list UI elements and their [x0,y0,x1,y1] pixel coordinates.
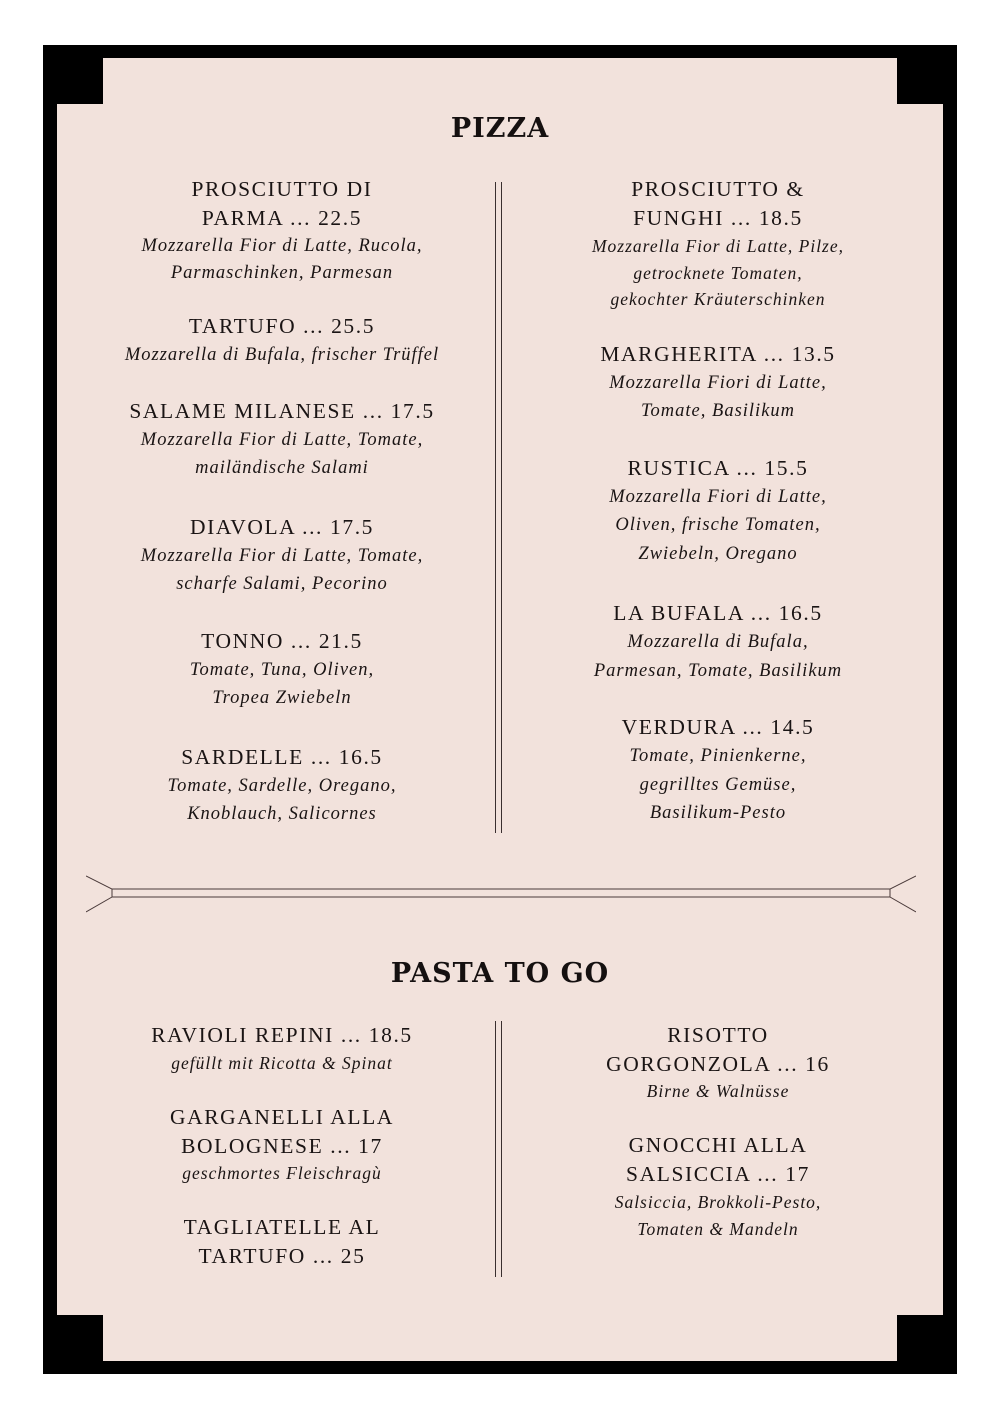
item-description: Birne & Walnüsse [646,1081,790,1101]
item-description: Mozzarella di Bufala, [627,632,809,652]
menu-item-margherita [508,340,928,426]
item-description: Mozzarella Fior di Latte, Tomate, [140,429,424,450]
item-name: TONNO ... 21.5 [201,628,363,653]
item-description: Tomate, Pinienkerne, [629,746,807,766]
menu-item-verdura [508,713,928,828]
item-name: PROSCIUTTO & [631,177,805,201]
menu-item-sardelle [72,743,492,829]
item-description: Tropea Zwiebeln [212,688,352,708]
item-description: Salsiccia, Brokkoli-Pesto, [614,1192,822,1212]
item-description: Tomate, Sardelle, Oregano, [167,775,397,796]
pizza-left-column [72,175,492,829]
menu-item-prosciutto-funghi [508,175,928,313]
item-name: PARMA ... 22.5 [201,206,363,230]
item-description: Tomate, Tuna, Oliven, [189,659,375,680]
item-name: TARTUFO ... 25 [198,1243,366,1268]
item-name: RAVIOLI REPINI ... 18.5 [151,1023,413,1047]
item-description: Mozzarella di Bufala, frischer Trüffel [124,345,440,365]
item-description: Mozzarella Fiori di Latte, [609,372,827,393]
item-description: Mozzarella Fiori di Latte, [609,486,827,507]
menu-item-risotto-gorgonzola [508,1021,928,1103]
pasta-title: PASTA TO GO [390,958,610,989]
item-name: SALAME MILANESE ... 17.5 [129,398,435,423]
item-description: Basilikum-Pesto [649,803,787,823]
item-description: scharfe Salami, Pecorino [176,574,388,594]
menu-item-prosciutto-di-parma [72,175,492,287]
pasta-left-column [72,1021,492,1271]
item-description: Parmesan, Tomate, Basilikum [593,660,843,681]
menu-item-diavola [72,513,492,599]
pizza-right-column [508,175,928,828]
menu-item-garganelli-bolognese [72,1103,492,1185]
item-name: DIAVOLA ... 17.5 [189,514,375,539]
menu-item-tartufo [72,312,492,370]
item-description: mailändische Salami [195,458,369,478]
menu-item-rustica [508,454,928,569]
item-description: Mozzarella Fior di Latte, Tomate, [140,545,424,566]
item-name: MARGHERITA ... 13.5 [600,341,836,366]
section-divider [86,874,916,914]
menu-item-tonno [72,627,492,713]
item-name: SARDELLE ... 16.5 [181,744,383,769]
item-name: LA BUFALA ... 16.5 [613,601,823,625]
menu-item-ravioli-repini [72,1021,492,1077]
item-name: GORGONZOLA ... 16 [606,1052,830,1076]
item-description: Parmaschinken, Parmesan [170,263,394,283]
pizza-column-divider [495,182,502,833]
item-name: RUSTICA ... 15.5 [627,455,809,480]
item-description: gefüllt mit Ricotta & Spinat [171,1053,393,1073]
item-description: Tomaten & Mandeln [637,1218,799,1239]
item-name: TAGLIATELLE AL [183,1214,381,1239]
item-description: Oliven, frische Tomaten, [615,515,821,535]
menu-item-salame-milanese [72,397,492,483]
item-description: gegrilltes Gemüse, [639,774,797,795]
item-description: getrocknete Tomaten, [633,262,803,283]
item-name: GARGANELLI ALLA [169,1104,395,1129]
item-description: Mozzarella Fior di Latte, Rucola, [141,236,423,256]
item-name: RISOTTO [667,1023,769,1047]
item-name: SALSICCIA ... 17 [626,1162,810,1186]
item-name: BOLOGNESE ... 17 [181,1133,383,1158]
menu-item-la-bufala [508,599,928,685]
item-name: PROSCIUTTO DI [191,177,373,201]
pizza-title: PIZZA [450,113,550,144]
pasta-right-column [508,1021,928,1242]
item-description: Knoblauch, Salicornes [187,804,377,824]
item-name: TARTUFO ... 25.5 [188,314,376,338]
item-description: geschmortes Fleischragù [182,1162,382,1183]
item-description: Tomate, Basilikum [640,401,796,421]
menu-item-gnocchi-salsiccia [508,1131,928,1242]
item-name: FUNGHI ... 18.5 [633,206,803,230]
pasta-column-divider [495,1021,502,1277]
item-description: Mozzarella Fior di Latte, Pilze, [591,236,845,256]
item-description: gekochter Kräuterschinken [610,289,826,309]
item-description: Zwiebeln, Oregano [638,543,798,564]
item-name: VERDURA ... 14.5 [621,715,815,739]
item-name: GNOCCHI ALLA [628,1133,808,1157]
menu-item-tagliatelle-tartufo [72,1213,492,1271]
